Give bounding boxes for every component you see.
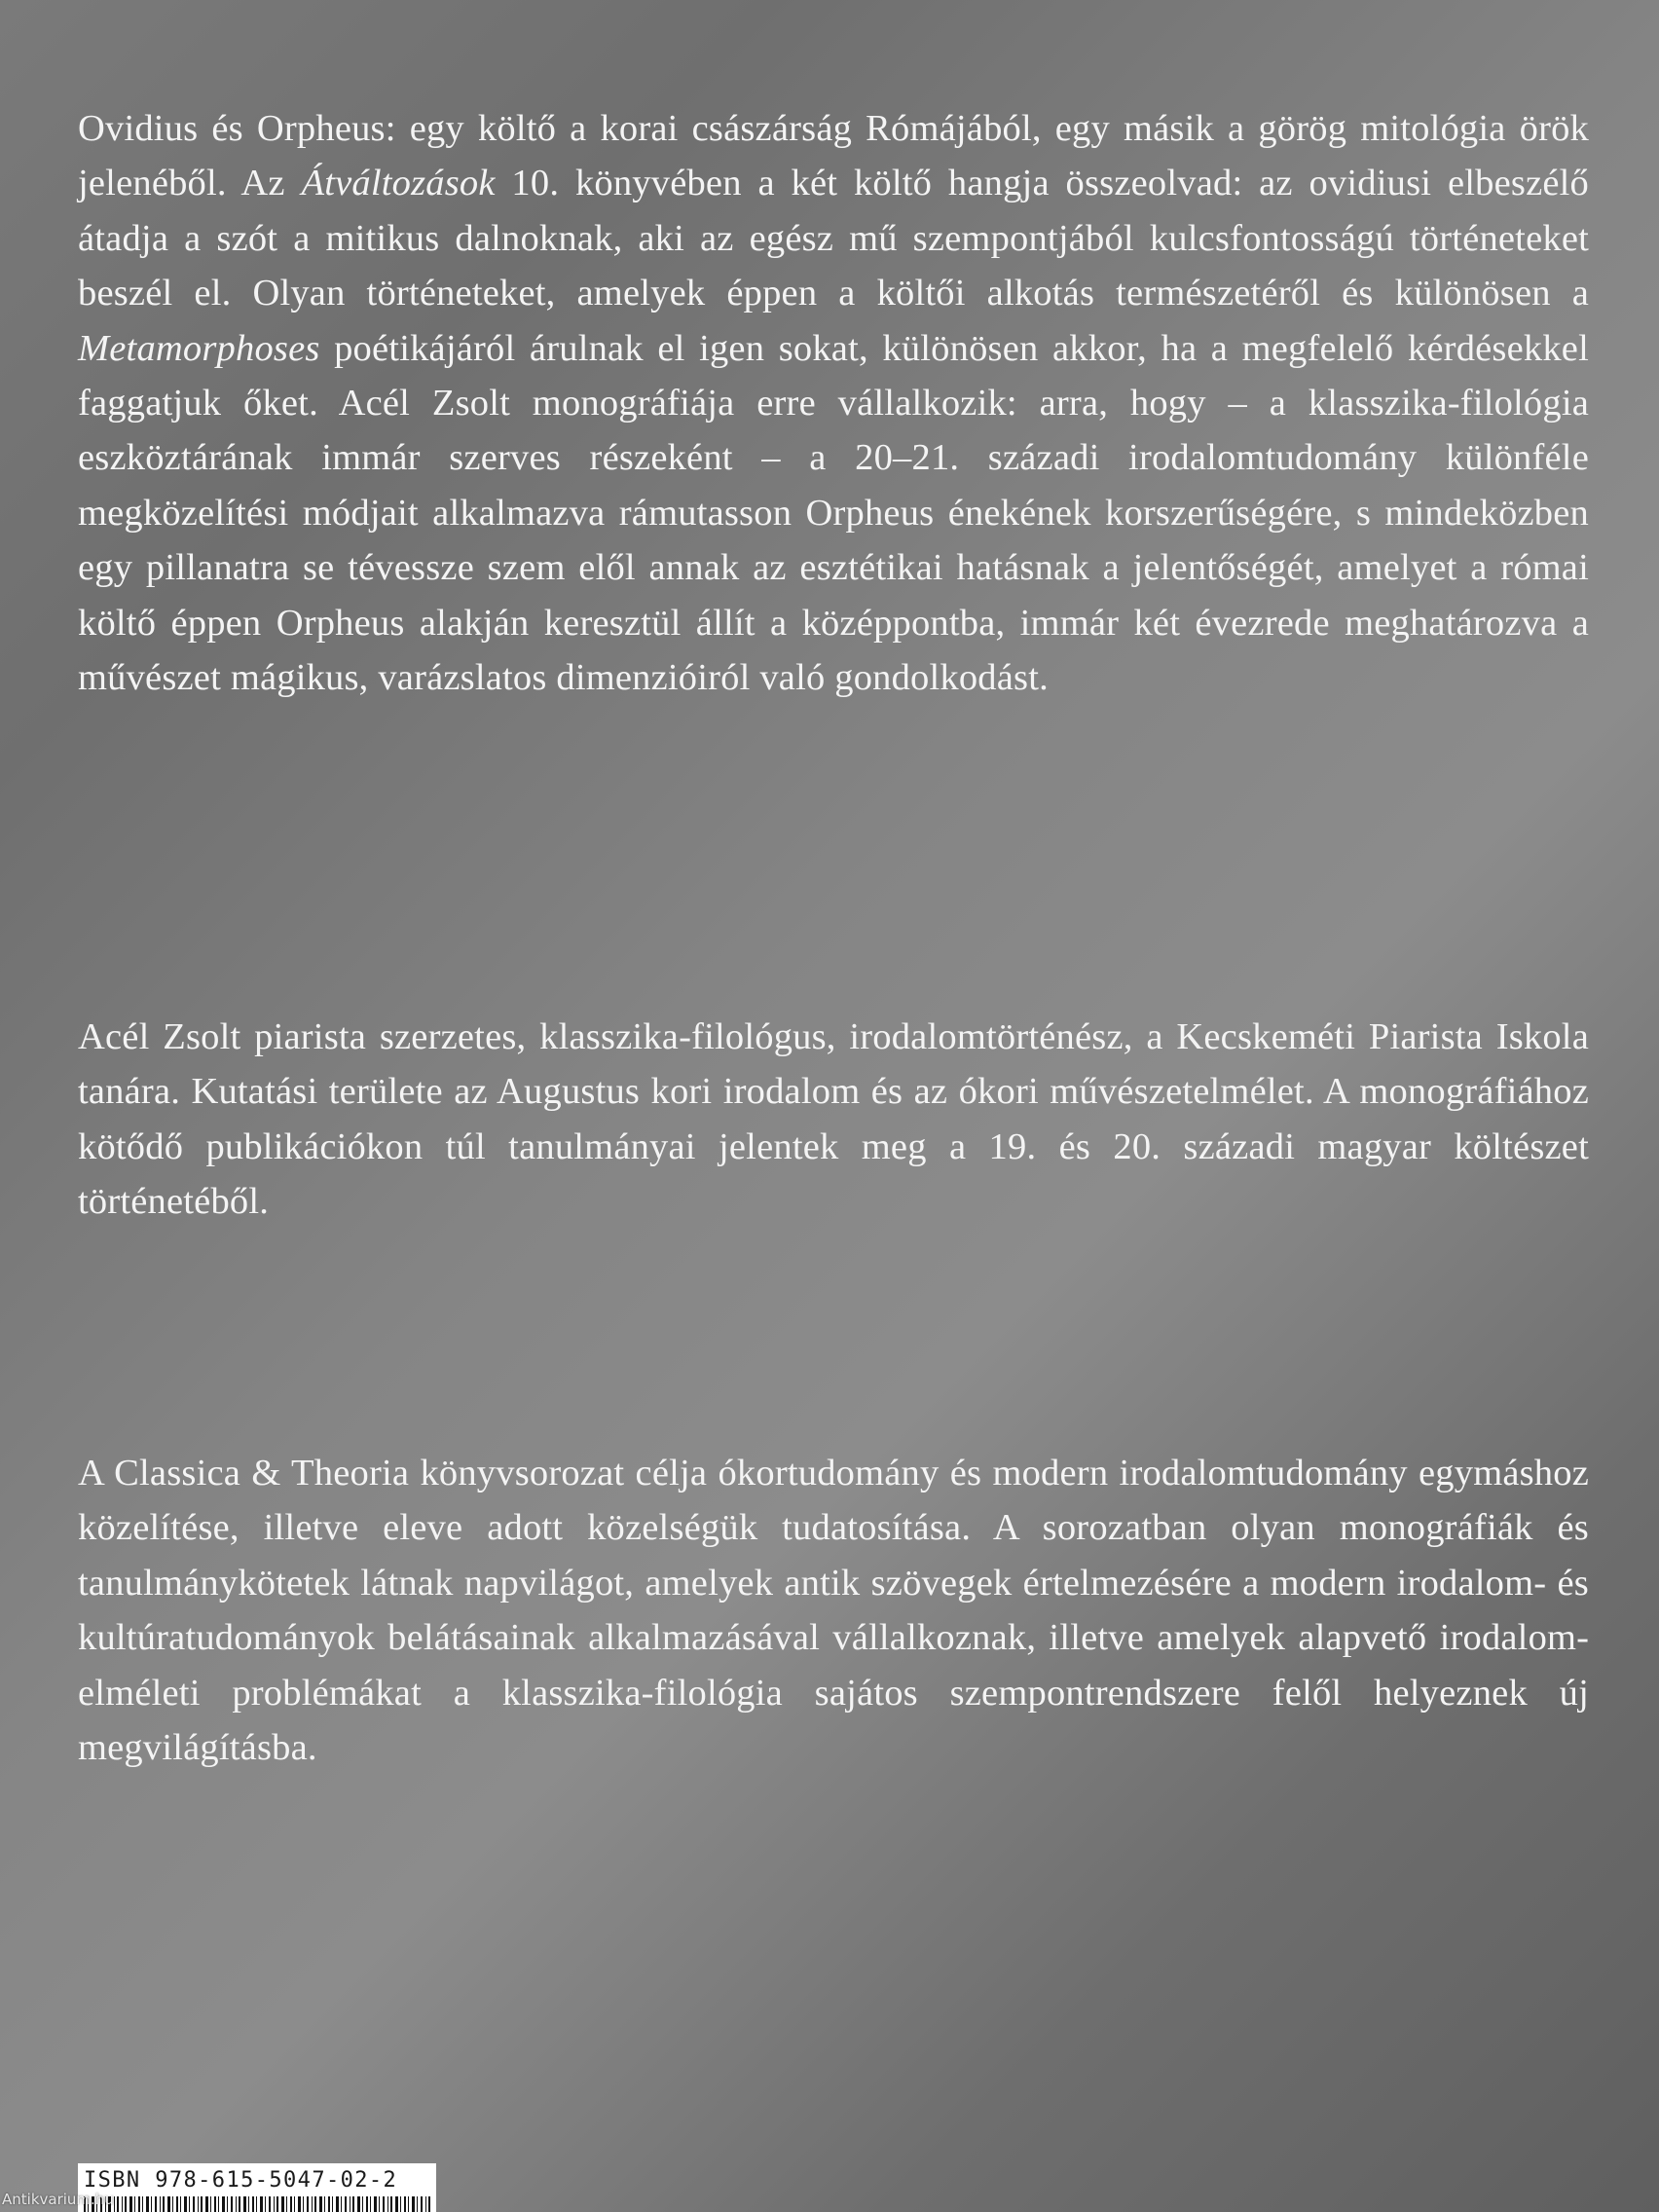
description-text-3: poétikájáról árulnak el igen sokat, különösen akkor, ha a megfelelő kérdésekkel faggatjuk őket. Acél Zsolt monográfiája erre vállalkozik: arra, hogy – a klasszika-filológia eszköztárának immár szerves részeként – a 20–21. századi irodalomtudomány különféle megközelítési módjait alkalmazva rámutasson Orpheus énekének korszerűségére, s mindeközben egy pillanatra se tévessze szem elől annak az esztétikai hatásnak a jelentőségét, amelyet a római költő éppen Orpheus alakján keresztül állít a középpontba, immár két évezrede meghatározva a művészet mágikus, varázslatos dimenzióiról való gondolkodást.: [78, 327, 1589, 699]
barcode-icon: [78, 2196, 436, 2212]
series-description-paragraph: A Classica & Theoria könyvsorozat célja ókortudomány és modern irodalomtudomány egymáshoz közelítése, illetve eleve adott közelségük tudatosítása. A sorozatban olyan monográfiák és tanulmánykötetek látnak napvilágot, amelyek antik szövegek értelmezésére a modern irodalom- és kultúratudományok belátásainak alkalmazásával vállalkoznak, illetve amelyek alapvető irodalomelméleti problémákat a klasszika-filológia sajátos szempontrendszere felől helyeznek új megvilágításba.: [78, 1453, 1589, 1769]
isbn-number: ISBN 978-615-5047-02-2: [84, 2168, 398, 2193]
italic-title-atvaltozasok: Átváltozások: [301, 163, 496, 204]
book-description-paragraph: [78, 101, 1589, 705]
italic-title-metamorphoses: Metamorphoses: [78, 327, 320, 369]
description-text-1: Ovidius és Orpheus: egy költő a korai császárság Rómájából, egy másik a görög mitológia örök jelenéből. Az: [78, 108, 1589, 204]
isbn-barcode-label: [78, 2163, 436, 2212]
description-text-2: 10. könyvében a két költő hangja összeolvad: az ovidiusi elbeszélő átadja a szót a mitikus dalnoknak, aki az egész mű szempontjából kulcsfontosságú történeteket beszél el. Olyan történeteket, amelyek éppen a költői alkotás természetéről és különösen a: [78, 163, 1589, 314]
site-watermark: Antikvarium.hu: [2, 2191, 114, 2208]
author-bio-paragraph: Acél Zsolt piarista szerzetes, klasszika-filológus, irodalomtörténész, a Kecskeméti Piarista Iskola tanára. Kutatási területe az Augustus kori irodalom és az ókori művészetelmélet. A monográfiához kötődő publikációkon túl tanulmányai jelentek meg a 19. és 20. századi magyar költészet történetéből.: [78, 1016, 1589, 1223]
